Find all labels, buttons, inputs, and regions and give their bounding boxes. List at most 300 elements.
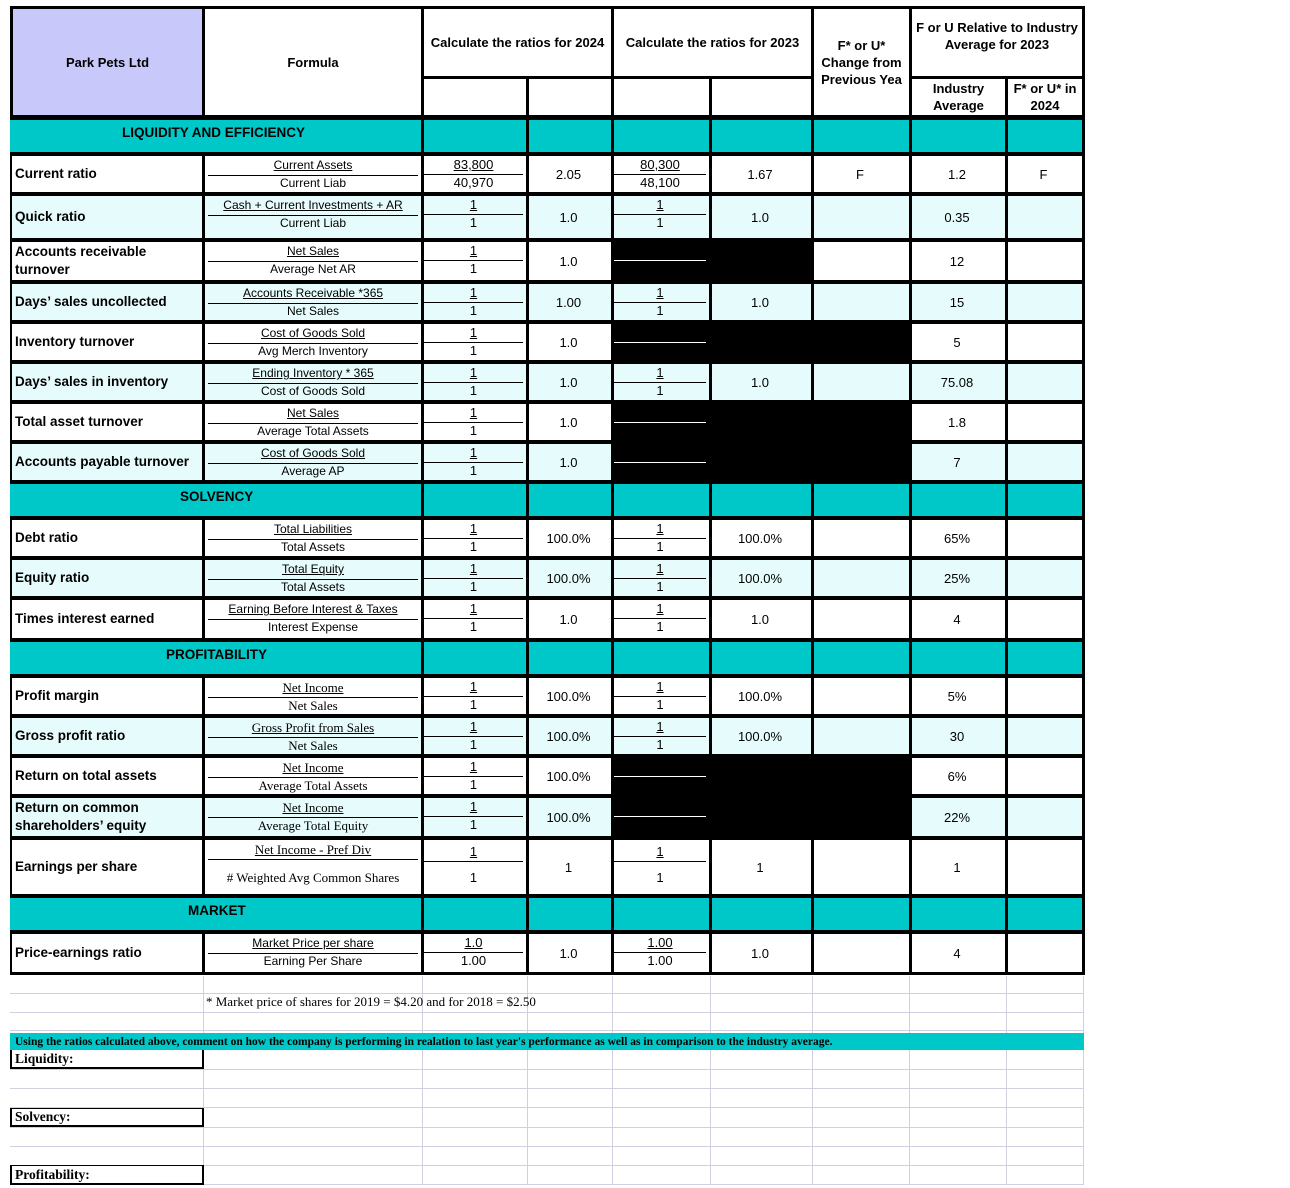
- fraction-2024[interactable]: [421, 798, 529, 836]
- ratio-label: Debt ratio: [10, 520, 205, 556]
- ratio-label: Return on common shareholders’ equity: [10, 798, 205, 836]
- fraction-2024-numerator: 1: [469, 243, 478, 258]
- fraction-2023[interactable]: [611, 404, 712, 440]
- fraction-2024[interactable]: [421, 934, 529, 972]
- change-from-previous-value[interactable]: [811, 444, 912, 480]
- ratio-2023-value[interactable]: 100.0%: [709, 678, 814, 714]
- formula-numerator: Market Price per share: [252, 936, 374, 950]
- fraction-2023[interactable]: [611, 678, 712, 714]
- formula-numerator: Ending Inventory * 365: [252, 366, 374, 380]
- grid-line: [10, 1012, 1084, 1013]
- fraction-2023-denominator: 1: [656, 215, 664, 230]
- formula-denominator: Average Total Equity: [257, 818, 369, 833]
- formula-numerator: Net Sales: [286, 406, 340, 420]
- fraction-2024[interactable]: [421, 404, 529, 440]
- calc-2024-header: [421, 6, 614, 79]
- change-from-previous-value[interactable]: [811, 758, 912, 794]
- fu-2024-value[interactable]: [1005, 600, 1085, 638]
- formula-numerator: Gross Profit from Sales: [251, 720, 375, 735]
- fraction-2024-denominator: 1: [469, 697, 478, 712]
- change-from-previous-value[interactable]: [811, 934, 912, 972]
- fraction-2024[interactable]: [421, 718, 529, 754]
- ratio-2024-value[interactable]: 1.0: [526, 404, 614, 440]
- ratio-2023-value[interactable]: 1.0: [709, 284, 814, 320]
- ratio-2023-value[interactable]: [709, 404, 814, 440]
- change-from-previous-value[interactable]: [811, 284, 912, 320]
- fraction-2024-denominator: 1: [469, 579, 478, 594]
- formula-numerator: Total Equity: [281, 562, 345, 576]
- ratio-2024-value[interactable]: 1.0: [526, 324, 614, 360]
- fu-2024-value[interactable]: [1005, 196, 1085, 238]
- formula-cell: [202, 678, 424, 714]
- change-from-previous-value[interactable]: [811, 560, 912, 596]
- fraction-2024-divider: [424, 861, 523, 862]
- ratio-2024-value[interactable]: 100.0%: [526, 520, 614, 556]
- fu-2024-value[interactable]: [1005, 758, 1085, 794]
- solvency-question-label: Solvency:: [10, 1108, 204, 1127]
- fraction-2024-numerator: 1: [469, 679, 478, 694]
- section-divider: [909, 639, 912, 677]
- section-divider: [1082, 895, 1085, 933]
- fraction-2024-numerator: 1.0: [464, 935, 483, 950]
- grid-line: [909, 976, 910, 1184]
- fraction-2024[interactable]: [421, 840, 529, 894]
- industry-average-value[interactable]: 22%: [909, 798, 1008, 836]
- ratio-2024-value[interactable]: 1.0: [526, 196, 614, 238]
- fraction-2024-numerator: 1: [469, 405, 478, 420]
- section-divider: [611, 117, 614, 155]
- formula-denominator: Total Assets: [280, 540, 346, 554]
- section-divider: [811, 895, 814, 933]
- fraction-2024-numerator: 1: [469, 601, 478, 616]
- fraction-2023-numerator: 1: [656, 561, 664, 576]
- formula-cell: [202, 404, 424, 440]
- section-divider: [1082, 639, 1085, 677]
- formula-numerator: Total Liabilities: [273, 522, 353, 536]
- fraction-2023[interactable]: [611, 242, 712, 280]
- grid-line: [812, 976, 813, 1184]
- section-solvency: [10, 481, 1085, 519]
- industry-average-value[interactable]: 75.08: [909, 364, 1008, 400]
- fraction-2023[interactable]: [611, 284, 712, 320]
- ratio-2024-value[interactable]: 100.0%: [526, 758, 614, 794]
- formula-numerator: Current Assets: [273, 158, 353, 172]
- fraction-2023-denominator: 1.00: [647, 953, 673, 968]
- change-from-previous-value[interactable]: [811, 324, 912, 360]
- section-title-liquidity: LIQUIDITY AND EFFICIENCY: [122, 125, 306, 140]
- fraction-2023[interactable]: [611, 196, 712, 238]
- section-market: [10, 895, 1085, 933]
- formula-cell: [202, 758, 424, 794]
- ratio-label: Accounts receivable turnover: [10, 242, 205, 280]
- formula-denominator: Interest Expense: [267, 620, 359, 634]
- industry-average-value[interactable]: 5%: [909, 678, 1008, 714]
- fraction-2023-numerator: 1: [656, 285, 664, 300]
- fraction-2024-denominator: 1: [469, 303, 478, 318]
- industry-average-value[interactable]: 4: [909, 934, 1008, 972]
- fraction-2023-divider: [614, 861, 706, 862]
- formula-numerator: Net Sales: [286, 244, 340, 258]
- formula-denominator: Avg Merch Inventory: [258, 344, 368, 358]
- change-from-previous-value[interactable]: F: [811, 156, 912, 192]
- ratio-label: Total asset turnover: [10, 404, 205, 440]
- section-divider: [526, 117, 529, 155]
- grid-line: [710, 976, 711, 1184]
- change-from-previous-value[interactable]: [811, 364, 912, 400]
- fraction-2024-denominator: 1: [469, 463, 478, 478]
- ratio-2023-value[interactable]: 100.0%: [709, 718, 814, 754]
- fu-2024-value[interactable]: [1005, 840, 1085, 894]
- ratio-label: Equity ratio: [10, 560, 205, 596]
- section-divider: [1082, 117, 1085, 155]
- fraction-2024[interactable]: [421, 196, 529, 238]
- ratio-2024-value[interactable]: 1.0: [526, 364, 614, 400]
- grid-line: [10, 1088, 1084, 1089]
- ratio-2024-value[interactable]: 100.0%: [526, 560, 614, 596]
- fu-2024-value[interactable]: [1005, 324, 1085, 360]
- fraction-2023-numerator: 1: [656, 719, 664, 734]
- formula-denominator: Net Sales: [288, 698, 338, 713]
- formula-numerator: Cost of Goods Sold: [260, 446, 366, 460]
- ratio-2023-value[interactable]: 100.0%: [709, 520, 814, 556]
- section-title-solvency: SOLVENCY: [180, 489, 254, 504]
- formula-denominator: Net Sales: [286, 304, 340, 318]
- fraction-2023[interactable]: [611, 718, 712, 754]
- ratio-2024-value[interactable]: 1.0: [526, 600, 614, 638]
- fraction-2023[interactable]: [611, 798, 712, 836]
- fraction-2023[interactable]: [611, 520, 712, 556]
- fraction-2024[interactable]: [421, 444, 529, 480]
- fu-2024-value[interactable]: [1005, 404, 1085, 440]
- fraction-2024-denominator: 1: [469, 215, 478, 230]
- fraction-2024-denominator: 1: [469, 261, 478, 276]
- formula-cell: [202, 840, 424, 894]
- fraction-2024-denominator: 1: [469, 817, 478, 832]
- section-divider: [909, 895, 912, 933]
- fu-2024-value[interactable]: F: [1005, 156, 1085, 192]
- fraction-2024-numerator: 1: [469, 445, 478, 460]
- formula-denominator: Average AP: [281, 464, 345, 478]
- fraction-2024-numerator: 1: [469, 365, 478, 380]
- formula-cell: [202, 196, 424, 238]
- ratio-label: Gross profit ratio: [10, 718, 205, 754]
- fraction-2024-numerator: 1: [469, 521, 478, 536]
- fraction-2023[interactable]: [611, 156, 712, 192]
- industry-average-value[interactable]: 6%: [909, 758, 1008, 794]
- fu-2024-value[interactable]: [1005, 444, 1085, 480]
- fraction-2024-numerator: 1: [469, 799, 478, 814]
- industry-average-value[interactable]: 25%: [909, 560, 1008, 596]
- fraction-2024-numerator: 1: [469, 197, 478, 212]
- industry-average-value[interactable]: 1.8: [909, 404, 1008, 440]
- fraction-2024-denominator: 1: [469, 423, 478, 438]
- ratio-2023-value[interactable]: [709, 242, 814, 280]
- fraction-2024-numerator: 1: [469, 719, 478, 734]
- formula-denominator: Cost of Goods Sold: [260, 384, 366, 398]
- fraction-2024[interactable]: [421, 678, 529, 714]
- formula-cell: [202, 284, 424, 320]
- header-blank-1: [421, 76, 529, 118]
- industry-average-value[interactable]: 30: [909, 718, 1008, 754]
- formula-cell: [202, 718, 424, 754]
- fu-2024-value[interactable]: [1005, 242, 1085, 280]
- ratio-label: Accounts payable turnover: [10, 444, 205, 480]
- fraction-2024[interactable]: [421, 364, 529, 400]
- fu-2024-value[interactable]: [1005, 934, 1085, 972]
- fraction-2023-denominator: 1: [656, 619, 664, 634]
- grid-line: [10, 1146, 1084, 1147]
- ratio-2023-value[interactable]: 1.67: [709, 156, 814, 192]
- change-from-previous-value[interactable]: [811, 840, 912, 894]
- fraction-2024[interactable]: [421, 600, 529, 638]
- fu-2024-value[interactable]: [1005, 364, 1085, 400]
- comment-prompt-bar: [10, 1033, 1084, 1050]
- formula-cell: [202, 798, 424, 836]
- ratio-2024-value[interactable]: 1: [526, 840, 614, 894]
- formula-cell: [202, 560, 424, 596]
- section-divider: [1005, 117, 1008, 155]
- fraction-2024-denominator: 1: [469, 539, 478, 554]
- fraction-2024-denominator: 40,970: [453, 175, 494, 190]
- formula-cell: [202, 364, 424, 400]
- change-prev-header: [811, 6, 912, 118]
- ratio-2024-value[interactable]: 100.0%: [526, 678, 614, 714]
- fraction-2024[interactable]: [421, 324, 529, 360]
- formula-numerator: Accounts Receivable *365: [242, 286, 384, 300]
- grid-line: [1083, 976, 1084, 1184]
- industry-average-value[interactable]: 7: [909, 444, 1008, 480]
- section-divider: [1005, 639, 1008, 677]
- market-price-footnote: * Market price of shares for 2019 = $4.20 and for 2018 = $2.50: [206, 994, 536, 1009]
- grid-line: [10, 993, 1084, 994]
- fraction-2024-numerator: 1: [469, 325, 478, 340]
- section-divider: [421, 117, 424, 155]
- grid-line: [203, 976, 204, 1184]
- section-title-market: MARKET: [188, 903, 246, 918]
- fraction-2024-numerator: 1: [469, 844, 478, 859]
- fraction-2023-numerator: 1: [656, 679, 664, 694]
- grid-line: [10, 1069, 1084, 1070]
- ratio-label: Current ratio: [10, 156, 205, 192]
- section-title-profitability: PROFITABILITY: [166, 647, 267, 662]
- fraction-2024-denominator: 1: [469, 619, 478, 634]
- header-blank-4: [709, 76, 814, 118]
- section-divider: [526, 481, 529, 519]
- section-divider: [611, 639, 614, 677]
- company-name: Park Pets Ltd: [65, 54, 150, 70]
- calc-2023-header-label: Calculate the ratios for 2023: [625, 35, 800, 50]
- industry-average-value[interactable]: 1: [909, 840, 1008, 894]
- formula-cell: [202, 444, 424, 480]
- formula-numerator: Net Income: [282, 680, 344, 695]
- fraction-2023[interactable]: [611, 600, 712, 638]
- fraction-2024-denominator: 1: [469, 870, 478, 885]
- fraction-2024[interactable]: [421, 242, 529, 280]
- fraction-2024[interactable]: [421, 520, 529, 556]
- industry-average-value[interactable]: 0.35: [909, 196, 1008, 238]
- section-divider: [1005, 481, 1008, 519]
- section-divider: [709, 481, 712, 519]
- formula-numerator: Net Income - Pref Div: [254, 842, 372, 857]
- ratio-2023-value[interactable]: [709, 444, 814, 480]
- industry-average-value[interactable]: 4: [909, 600, 1008, 638]
- fraction-2024-denominator: 1: [469, 343, 478, 358]
- fraction-2023-numerator: 80,300: [640, 157, 680, 172]
- fraction-2023[interactable]: [611, 364, 712, 400]
- liquidity-question-label: Liquidity:: [10, 1050, 204, 1069]
- ratio-2023-value[interactable]: 1.0: [709, 364, 814, 400]
- ratio-label: Inventory turnover: [10, 324, 205, 360]
- change-from-previous-value[interactable]: [811, 600, 912, 638]
- formula-denominator: Current Liab: [279, 176, 347, 190]
- company-name-cell: [10, 6, 205, 118]
- ratio-2024-value[interactable]: 1.0: [526, 444, 614, 480]
- formula-numerator: Cash + Current Investments + AR: [223, 198, 403, 212]
- change-from-previous-value[interactable]: [811, 718, 912, 754]
- industry-average-value[interactable]: 1.2: [909, 156, 1008, 192]
- fu-2024-label: F* or U* in 2024: [1013, 81, 1077, 113]
- ratio-2024-value[interactable]: 2.05: [526, 156, 614, 192]
- industry-average-value[interactable]: 5: [909, 324, 1008, 360]
- section-divider: [709, 895, 712, 933]
- fraction-2023-numerator: 1: [656, 521, 664, 536]
- formula-denominator: Average Net AR: [270, 262, 356, 276]
- fraction-2023[interactable]: [611, 758, 712, 794]
- fraction-2023-divider: [614, 462, 706, 463]
- change-from-previous-value[interactable]: [811, 678, 912, 714]
- ratio-2024-value[interactable]: 1.00: [526, 284, 614, 320]
- formula-denominator: Current Liab: [279, 216, 347, 230]
- industry-average-value[interactable]: 12: [909, 242, 1008, 280]
- formula-numerator: Net Income: [282, 760, 344, 775]
- calc-2024-header-label: Calculate the ratios for 2024: [430, 35, 605, 50]
- change-from-previous-value[interactable]: [811, 242, 912, 280]
- fraction-2023-divider: [614, 776, 706, 777]
- fraction-2023-denominator: 1: [656, 737, 664, 752]
- change-from-previous-value[interactable]: [811, 404, 912, 440]
- formula-header: [202, 6, 424, 118]
- fraction-2023-divider: [614, 422, 706, 423]
- section-divider: [909, 481, 912, 519]
- fraction-2024[interactable]: [421, 156, 529, 192]
- fraction-2024[interactable]: [421, 560, 529, 596]
- fu-2024-value[interactable]: [1005, 798, 1085, 836]
- fu-2024-value[interactable]: [1005, 678, 1085, 714]
- fraction-2023-numerator: 1: [656, 197, 664, 212]
- fraction-2024-denominator: 1: [469, 737, 478, 752]
- section-divider: [421, 895, 424, 933]
- fraction-2024[interactable]: [421, 284, 529, 320]
- fraction-2024-denominator: 1: [469, 383, 478, 398]
- fraction-2023[interactable]: [611, 840, 712, 894]
- fraction-2024-numerator: 1: [469, 285, 478, 300]
- change-from-previous-value[interactable]: [811, 520, 912, 556]
- ratio-2023-value[interactable]: 1: [709, 840, 814, 894]
- profitability-question-label: Profitability:: [10, 1165, 204, 1185]
- formula-denominator: Earning Per Share: [263, 954, 363, 968]
- grid-line: [10, 1127, 1084, 1128]
- section-divider: [611, 895, 614, 933]
- ratio-2024-value[interactable]: 1.0: [526, 934, 614, 972]
- section-divider: [709, 639, 712, 677]
- comment-prompt-text: Using the ratios calculated above, comment on how the company is performing in realation to last year's performance as well as in comparison to the industry average.: [15, 1035, 833, 1048]
- fraction-2023[interactable]: [611, 444, 712, 480]
- ratio-2023-value[interactable]: [709, 324, 814, 360]
- fraction-2023-divider: [614, 816, 706, 817]
- industry-average-header: [909, 76, 1008, 118]
- grid-line: [10, 1030, 1084, 1031]
- formula-denominator: Average Total Assets: [258, 778, 368, 793]
- fraction-2023-divider: [614, 342, 706, 343]
- grid-line: [1006, 976, 1007, 1184]
- ratio-2024-value[interactable]: 1.0: [526, 242, 614, 280]
- ratio-2024-value[interactable]: 100.0%: [526, 798, 614, 836]
- ratio-2023-value[interactable]: [709, 758, 814, 794]
- ratio-label: Days’ sales uncollected: [10, 284, 205, 320]
- ratio-label: Days’ sales in inventory: [10, 364, 205, 400]
- fu-2024-value[interactable]: [1005, 284, 1085, 320]
- formula-denominator: Average Total Assets: [257, 424, 369, 438]
- ratio-2023-value[interactable]: [709, 798, 814, 836]
- ratio-label: Earnings per share: [10, 840, 205, 894]
- fraction-2023[interactable]: [611, 560, 712, 596]
- section-divider: [526, 895, 529, 933]
- ratio-2023-value[interactable]: 1.0: [709, 196, 814, 238]
- fu-2024-value[interactable]: [1005, 520, 1085, 556]
- fu-2024-value[interactable]: [1005, 560, 1085, 596]
- fraction-2023-denominator: 1: [656, 539, 664, 554]
- section-divider: [811, 639, 814, 677]
- header-blank-2: [526, 76, 614, 118]
- fraction-2024-numerator: 1: [469, 759, 478, 774]
- header-blank-3: [611, 76, 712, 118]
- calc-2023-header: [611, 6, 814, 79]
- fraction-2023-numerator: 1: [656, 601, 664, 616]
- fraction-2023-divider: [614, 260, 706, 261]
- ratio-label: Return on total assets: [10, 758, 205, 794]
- fu-2024-header: [1005, 76, 1085, 118]
- ratio-label: Profit margin: [10, 678, 205, 714]
- change-prev-header-label: F* or U* Change from Previous Yea: [821, 38, 902, 87]
- ratio-2023-value[interactable]: 1.0: [709, 934, 814, 972]
- fraction-2023-denominator: 1: [656, 579, 664, 594]
- change-from-previous-value[interactable]: [811, 196, 912, 238]
- fraction-2024-denominator: 1: [469, 777, 478, 792]
- fu-2024-value[interactable]: [1005, 718, 1085, 754]
- formula-cell: [202, 242, 424, 280]
- formula-header-label: Formula: [287, 54, 339, 70]
- fraction-2024-numerator: 83,800: [453, 157, 494, 172]
- ratio-2023-value[interactable]: 100.0%: [709, 560, 814, 596]
- industry-average-value[interactable]: 65%: [909, 520, 1008, 556]
- ratio-2023-value[interactable]: 1.0: [709, 600, 814, 638]
- section-divider: [1082, 481, 1085, 519]
- fraction-2023[interactable]: [611, 324, 712, 360]
- grid-line: [612, 976, 613, 1184]
- industry-average-label: Industry Average: [932, 81, 985, 113]
- section-divider: [526, 639, 529, 677]
- fraction-2023[interactable]: [611, 934, 712, 972]
- change-from-previous-value[interactable]: [811, 798, 912, 836]
- industry-average-value[interactable]: 15: [909, 284, 1008, 320]
- ratio-2024-value[interactable]: 100.0%: [526, 718, 614, 754]
- formula-cell: [202, 600, 424, 638]
- section-divider: [611, 481, 614, 519]
- ratio-label: Quick ratio: [10, 196, 205, 238]
- relative-header-label: F or U Relative to Industry Average for 2023: [916, 20, 1078, 52]
- fraction-2023-numerator: 1: [656, 844, 664, 859]
- fraction-2024[interactable]: [421, 758, 529, 794]
